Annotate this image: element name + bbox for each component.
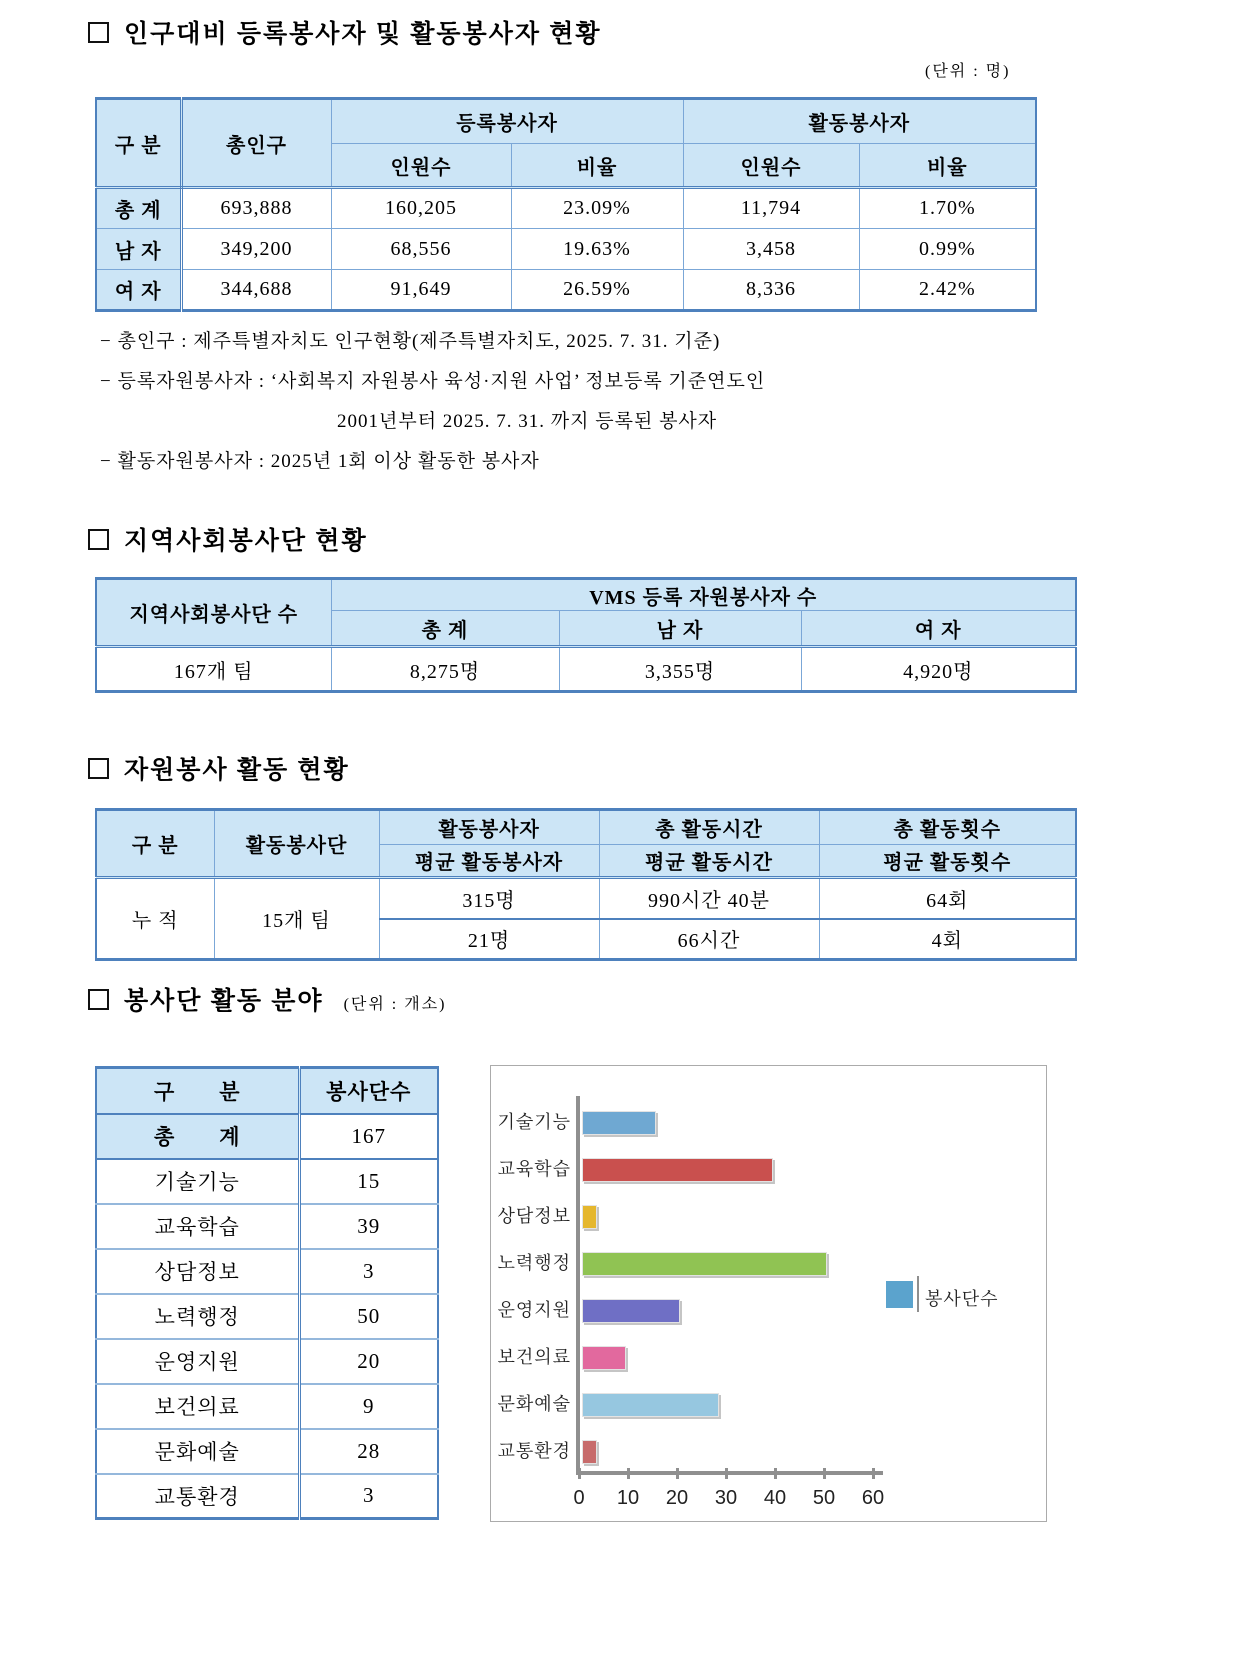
th-avg-volunteer: 평균 활동봉사자 (379, 845, 599, 878)
row-label: 문화예술 (96, 1429, 299, 1474)
legend-swatch (886, 1281, 913, 1308)
chart-bar-4 (582, 1299, 680, 1323)
section1-marker-icon (88, 22, 109, 43)
th-avg-times: 평균 활동횟수 (819, 845, 1076, 878)
table-cell: 693,888 (181, 188, 331, 229)
row-label: 운영지원 (96, 1339, 299, 1384)
section1-heading (88, 14, 602, 50)
th-act-count: 인원수 (683, 144, 859, 188)
x-tick-label: 50 (812, 1487, 836, 1509)
table-cell: 91,649 (331, 270, 511, 311)
th-active-team: 활동봉사단 (214, 810, 379, 878)
chart-bar-1 (582, 1158, 773, 1182)
table-cell: 3,458 (683, 229, 859, 270)
th-group: 구 분 (96, 1068, 299, 1114)
table-cell: 3 (299, 1474, 438, 1519)
x-tick-label: 20 (665, 1487, 689, 1509)
population-volunteer-table (95, 97, 1037, 312)
chart-bar-5 (582, 1346, 626, 1370)
chart-bar-7 (582, 1440, 597, 1464)
table-cell: 1.70% (859, 188, 1036, 229)
section1-title: 인구대비 등록봉사자 및 활동봉사자 현황 (124, 21, 602, 48)
table-cell: 19.63% (511, 229, 683, 270)
x-tick-mark (676, 1468, 679, 1479)
th-population: 총인구 (181, 99, 331, 188)
x-tick-mark (725, 1468, 728, 1479)
row-label: 교통환경 (96, 1474, 299, 1519)
chart-bar-2 (582, 1205, 597, 1229)
section2-title: 지역사회봉사단 현황 (124, 528, 368, 555)
row-label: 상담정보 (96, 1249, 299, 1294)
chart-category-label: 운영지원 (497, 1300, 571, 1320)
th-vms-total: 총 계 (331, 611, 559, 647)
table-cell: 68,556 (331, 229, 511, 270)
note-line: − 등록자원봉사자 : ‘사회복지 자원봉사 육성·지원 사업’ 정보등록 기준연도인 (100, 371, 766, 392)
table-cell: 990시간 40분 (599, 878, 819, 919)
legend-divider (917, 1276, 919, 1312)
table-cell: 23.09% (511, 188, 683, 229)
table-cell: 344,688 (181, 270, 331, 311)
chart-category-label: 보건의료 (497, 1347, 571, 1367)
section3-heading (88, 750, 350, 786)
row-label: 교육학습 (96, 1204, 299, 1249)
table-cell: 20 (299, 1339, 438, 1384)
table-cell: 167 (299, 1114, 438, 1159)
th-team-count: 지역사회봉사단 수 (96, 579, 331, 647)
x-tick-mark (627, 1468, 630, 1479)
chart-category-label: 기술기능 (497, 1112, 571, 1132)
table-cell: 50 (299, 1294, 438, 1339)
volunteer-activity-table (95, 808, 1077, 961)
activity-field-table (95, 1066, 439, 1520)
x-tick-label: 40 (763, 1487, 787, 1509)
table-cell: 64회 (819, 878, 1076, 919)
table-cell: 28 (299, 1429, 438, 1474)
chart-plot-area (491, 1066, 1046, 1521)
table-cell: 8,275명 (331, 647, 559, 692)
note-line: − 활동자원봉사자 : 2025년 1회 이상 활동한 봉사자 (100, 451, 540, 472)
table-cell: 15개 팀 (214, 878, 379, 960)
row-label-cumulative: 누 적 (96, 878, 214, 960)
y-axis-line (576, 1096, 580, 1473)
th-group: 구 분 (96, 99, 181, 188)
x-tick-mark (578, 1468, 581, 1479)
x-tick-label: 30 (714, 1487, 738, 1509)
th-team-count: 봉사단수 (299, 1068, 438, 1114)
x-tick-mark (774, 1468, 777, 1479)
table-cell: 21명 (379, 919, 599, 960)
x-tick-mark (872, 1468, 875, 1479)
section4-unit-label: (단위 : 개소) (343, 995, 447, 1013)
section3-marker-icon (88, 758, 109, 779)
th-avg-hours: 평균 활동시간 (599, 845, 819, 878)
community-team-table (95, 577, 1077, 693)
chart-bar-6 (582, 1393, 719, 1417)
section1-unit-label: (단위 : 명) (925, 63, 1011, 80)
table-cell: 3 (299, 1249, 438, 1294)
table-cell: 9 (299, 1384, 438, 1429)
section4-heading (88, 981, 447, 1017)
chart-category-label: 교통환경 (497, 1441, 571, 1461)
table-cell: 4,920명 (801, 647, 1076, 692)
note-line: 2001년부터 2025. 7. 31. 까지 등록된 봉사자 (337, 411, 718, 432)
table-cell: 26.59% (511, 270, 683, 311)
table-cell: 2.42% (859, 270, 1036, 311)
th-vms-female: 여 자 (801, 611, 1076, 647)
table-cell: 4회 (819, 919, 1076, 960)
table-cell: 167개 팀 (96, 647, 331, 692)
section3-title: 자원봉사 활동 현황 (124, 757, 350, 784)
row-label: 기술기능 (96, 1159, 299, 1204)
row-label-male: 남 자 (96, 229, 181, 270)
row-label: 보건의료 (96, 1384, 299, 1429)
table-cell: 315명 (379, 878, 599, 919)
legend-label: 봉사단수 (925, 1289, 999, 1309)
th-registered-volunteers: 등록봉사자 (331, 99, 683, 144)
chart-bar-3 (582, 1252, 827, 1276)
section2-marker-icon (88, 529, 109, 550)
th-active-volunteer: 활동봉사자 (379, 810, 599, 845)
th-act-ratio: 비율 (859, 144, 1036, 188)
x-axis-line (576, 1471, 883, 1475)
th-total-hours: 총 활동시간 (599, 810, 819, 845)
chart-category-label: 노력행정 (497, 1253, 571, 1273)
section4-title: 봉사단 활동 분야 (124, 988, 324, 1015)
th-vms-male: 남 자 (559, 611, 801, 647)
th-total-times: 총 활동횟수 (819, 810, 1076, 845)
chart-bar-0 (582, 1111, 656, 1135)
chart-category-label: 교육학습 (497, 1159, 571, 1179)
th-reg-count: 인원수 (331, 144, 511, 188)
table-cell: 66시간 (599, 919, 819, 960)
row-label-total: 총 계 (96, 1114, 299, 1159)
x-tick-mark (823, 1468, 826, 1479)
th-vms-registered: VMS 등록 자원봉사자 수 (331, 579, 1076, 611)
table-cell: 39 (299, 1204, 438, 1249)
table-cell: 160,205 (331, 188, 511, 229)
table-cell: 3,355명 (559, 647, 801, 692)
x-tick-label: 0 (573, 1487, 585, 1509)
table-cell: 8,336 (683, 270, 859, 311)
x-tick-label: 10 (616, 1487, 640, 1509)
table-cell: 15 (299, 1159, 438, 1204)
table-cell: 0.99% (859, 229, 1036, 270)
th-group: 구 분 (96, 810, 214, 878)
x-tick-label: 60 (861, 1487, 885, 1509)
section4-marker-icon (88, 989, 109, 1010)
th-reg-ratio: 비율 (511, 144, 683, 188)
chart-category-label: 상담정보 (497, 1206, 571, 1226)
row-label-female: 여 자 (96, 270, 181, 311)
table-cell: 349,200 (181, 229, 331, 270)
table-cell: 11,794 (683, 188, 859, 229)
activity-field-bar-chart (490, 1065, 1047, 1522)
row-label: 노력행정 (96, 1294, 299, 1339)
th-active-volunteers: 활동봉사자 (683, 99, 1036, 144)
note-line: − 총인구 : 제주특별자치도 인구현황(제주특별자치도, 2025. 7. 31. 기준) (100, 331, 721, 352)
row-label-total: 총 계 (96, 188, 181, 229)
footnotes (100, 322, 765, 482)
section2-heading (88, 521, 368, 557)
chart-category-label: 문화예술 (497, 1394, 571, 1414)
